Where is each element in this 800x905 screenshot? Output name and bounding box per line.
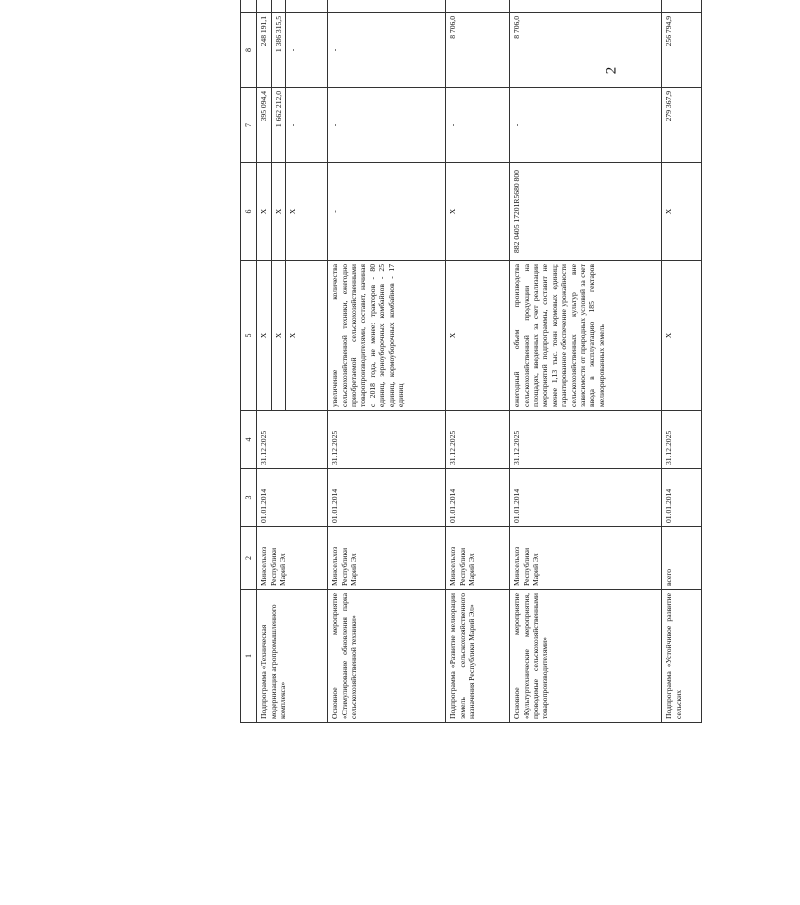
value-cell: 1 662 212,0 [271,87,285,162]
value-cell: - [509,87,661,162]
header-cell: 8 [240,12,256,87]
header-cell: 5 [240,260,256,410]
program-name: Подпрограмма «Устойчивое развитие сельских [661,589,701,722]
table-row [327,0,445,722]
executor: всего [661,526,701,589]
result-cell: Х [445,260,509,410]
start-date: 01.01.2014 [445,468,509,526]
value-cell: 8 706,0 [509,12,661,87]
value-cell: - [445,87,509,162]
value-cell [271,0,285,12]
header-cell: 1 [240,589,256,722]
value-cell: 1 386 315,5 [271,12,285,87]
result-cell: Х [285,260,327,410]
header-cell: 6 [240,162,256,260]
value-cell [661,0,701,12]
code-cell: Х [256,162,270,260]
executor: Минсельхоз Республики Марий Эл [327,526,445,589]
program-name: Основное мероприятие «Культуртехнические мероприятия, проводимые сельскохозяйственными товаропроизводителями» [509,589,661,722]
end-date: 31.12.2025 [509,410,661,468]
code-cell: 882 0405 17201R5680 800 [509,162,661,260]
program-name: Подпрограмма «Техническая модернизация агропромышленного комплекса» [256,589,327,722]
executor: Минсельхоз Республики Марий Эл [445,526,509,589]
value-cell: - [327,12,445,87]
start-date: 01.01.2014 [256,468,327,526]
start-date: 01.01.2014 [327,468,445,526]
value-cell [256,0,270,12]
value-cell: - [285,12,327,87]
header-row [240,0,256,722]
result-cell: Х [271,260,285,410]
value-cell: 248 191,1 [256,12,270,87]
result-cell: ежегодный объем производства сельскохозяйственной продукции на площадях, введенных за счет реализации мероприятий подпрограммы, составит не менее 1,13 тыс. тонн кормовых единиц; гарантированное обеспечение урожайности сельскохозяйственных культур вне зависимости от природных условий за счет ввода в эксплуатацию 185 гектаров мелиорированных земель [509,260,661,410]
value-cell: 395 094,4 [256,87,270,162]
result-cell: увеличение количества сельскохозяйственной техники, ежегодно приобретаемой сельскохозяйственными товаропроизводителями, составит, начиная с 2018 года, не менее: тракторов - 80 единиц, зерноуборочных комбайнов - 25 единиц, кормоуборочных комбайнов - 17 единиц [327,260,445,410]
header-cell: 7 [240,87,256,162]
table-row [256,0,270,722]
end-date: 31.12.2025 [256,410,327,468]
rotated-table-container [240,0,800,723]
code-cell: - [327,162,445,260]
value-cell [445,0,509,12]
code-cell: Х [445,162,509,260]
program-table [240,0,702,723]
header-cell [240,0,256,12]
value-cell: 279 367,9 [661,87,701,162]
start-date: 01.01.2014 [509,468,661,526]
value-cell: - [327,87,445,162]
page-number: 2 [603,66,620,75]
header-cell: 4 [240,410,256,468]
result-cell: Х [256,260,270,410]
program-name: Основное мероприятие «Стимулирование обновления парка сельскохозяйственной техники» [327,589,445,722]
code-cell: Х [271,162,285,260]
result-cell: Х [661,260,701,410]
value-cell [509,0,661,12]
end-date: 31.12.2025 [327,410,445,468]
end-date: 31.12.2025 [661,410,701,468]
table-row [445,0,509,722]
value-cell: 8 706,0 [445,12,509,87]
value-cell: - [285,87,327,162]
value-cell [285,0,327,12]
header-cell: 3 [240,468,256,526]
header-cell: 2 [240,526,256,589]
value-cell [327,0,445,12]
table-row [661,0,701,722]
executor: Минсельхоз Республики Марий Эл [256,526,327,589]
value-cell: 256 794,9 [661,12,701,87]
executor: Минсельхоз Республики Марий Эл [509,526,661,589]
code-cell: Х [661,162,701,260]
code-cell: Х [285,162,327,260]
start-date: 01.01.2014 [661,468,701,526]
table-row [509,0,661,722]
end-date: 31.12.2025 [445,410,509,468]
program-name: Подпрограмма «Развитие мелиорации земель сельскохозяйственного назначения Республики Марий Эл» [445,589,509,722]
